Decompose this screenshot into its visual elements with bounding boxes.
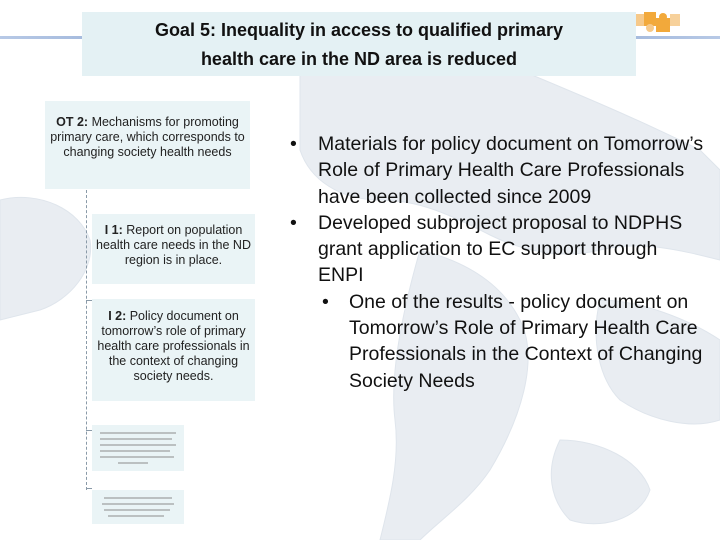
goal-title-box — [82, 12, 636, 76]
ot2-box — [45, 101, 250, 189]
bullet-item: • Developed subproject proposal to NDPHS grant application to EC support through ENPI — [288, 210, 708, 289]
tree-connector — [86, 488, 92, 489]
puzzle-logo-icon — [630, 8, 686, 42]
i1-text: Report on population health care needs in the ND region is in place. — [96, 223, 251, 267]
i2-text: Policy document on tomorrow’s role of primary health care professionals in the context of changing society needs. — [97, 309, 250, 383]
goal-title-line2: health care in the ND area is reduced — [200, 49, 518, 69]
i1-box — [92, 214, 255, 284]
bullet-list — [288, 131, 708, 394]
i1-prefix: I 1: — [104, 223, 123, 237]
ot2-prefix: OT 2: — [56, 115, 89, 129]
i2-prefix: I 2: — [108, 309, 127, 323]
bullet-item: • Materials for policy document on Tomorrow’s Role of Primary Health Care Professionals have been collected since 2009 — [288, 131, 708, 210]
illegible-text-lines — [98, 494, 178, 520]
illegible-text-lines — [98, 429, 178, 465]
ot2-text: Mechanisms for promoting primary care, which corresponds to changing society health needs — [50, 115, 245, 159]
goal-title-line1: Goal 5: Inequality in access to qualified primary — [154, 20, 564, 40]
illegible-indicator-box-4 — [92, 490, 184, 524]
illegible-indicator-box-3 — [92, 425, 184, 471]
tree-connector — [86, 190, 87, 490]
i2-box — [92, 299, 255, 401]
sub-bullet-item: • One of the results - policy document on Tomorrow’s Role of Primary Health Care Professionals in the Context of Changing Society Needs — [318, 289, 708, 394]
